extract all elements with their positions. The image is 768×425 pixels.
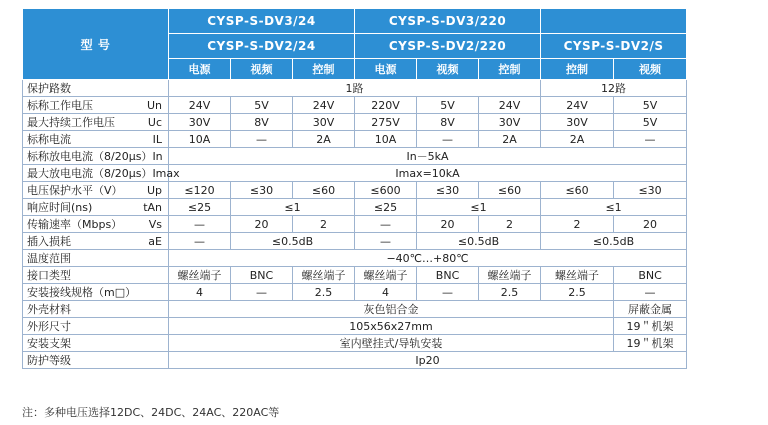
cell: −40℃…+80℃: [169, 250, 687, 267]
table-row: [23, 131, 687, 148]
model-dv2-s: CYSP-S-DV2/S: [541, 34, 687, 59]
cell: 室内壁挂式/导轨安装: [169, 335, 614, 352]
col-header: 视频: [417, 59, 479, 80]
cell: 2: [541, 216, 614, 233]
cell: 20: [614, 216, 687, 233]
cell: 2.5: [479, 284, 541, 301]
cell: 屏蔽金属: [614, 301, 687, 318]
cell: 10A: [355, 131, 417, 148]
model-dv3-220: CYSP-S-DV3/220: [355, 9, 541, 34]
table-row: [23, 80, 687, 97]
cell: ≤60: [293, 182, 355, 199]
row-label: 外形尺寸: [23, 318, 169, 335]
cell: ≤0.5dB: [541, 233, 687, 250]
cell: 4: [355, 284, 417, 301]
cell: 灰色铝合金: [169, 301, 614, 318]
cell: 5V: [614, 97, 687, 114]
row-label: 最大持续工作电压 Uc: [23, 114, 169, 131]
col-header: 控制: [541, 59, 614, 80]
cell: —: [614, 131, 687, 148]
row-label: 标称工作电压 Un: [23, 97, 169, 114]
row-label: 最大放电电流（8/20μs） Imax: [23, 165, 169, 182]
cell: 30V: [541, 114, 614, 131]
cell: 24V: [541, 97, 614, 114]
model-dv2-220: CYSP-S-DV2/220: [355, 34, 541, 59]
table-row: [23, 233, 687, 250]
cell: ≤25: [169, 199, 231, 216]
table-row: [23, 318, 687, 335]
row-label: 接口类型: [23, 267, 169, 284]
cell: ≤0.5dB: [231, 233, 355, 250]
cell: BNC: [417, 267, 479, 284]
row-label: 电压保护水平（V） Up: [23, 182, 169, 199]
cell: 19＂机架: [614, 318, 687, 335]
cell: ≤1: [417, 199, 541, 216]
row-label: 防护等级: [23, 352, 169, 369]
table-row: [23, 352, 687, 369]
cell: ≤0.5dB: [417, 233, 541, 250]
cell: ≤30: [231, 182, 293, 199]
row-label: 插入损耗 aE: [23, 233, 169, 250]
table-row: [23, 148, 687, 165]
cell: ≤60: [479, 182, 541, 199]
cell: 24V: [169, 97, 231, 114]
cell: —: [614, 284, 687, 301]
cell: 2.5: [541, 284, 614, 301]
cell: 30V: [293, 114, 355, 131]
table-row: [23, 335, 687, 352]
cell: 螺丝端子: [355, 267, 417, 284]
cell: 8V: [231, 114, 293, 131]
cell: 螺丝端子: [169, 267, 231, 284]
cell: ≤120: [169, 182, 231, 199]
spec-table-wrapper: [22, 8, 686, 369]
col-header: 视频: [614, 59, 687, 80]
cell: 螺丝端子: [293, 267, 355, 284]
table-row: [23, 182, 687, 199]
model-dv3-24: CYSP-S-DV3/24: [169, 9, 355, 34]
cell: 275V: [355, 114, 417, 131]
cell: —: [355, 233, 417, 250]
cell: 19＂机架: [614, 335, 687, 352]
col-header: 电源: [169, 59, 231, 80]
cell: 24V: [293, 97, 355, 114]
model-header: 型 号: [23, 9, 169, 80]
cell: 2: [293, 216, 355, 233]
table-row: [23, 114, 687, 131]
cell: ≤600: [355, 182, 417, 199]
cell: 4: [169, 284, 231, 301]
cell: —: [417, 131, 479, 148]
cell: 20: [417, 216, 479, 233]
row-label: 保护路数: [23, 80, 169, 97]
cell: 2A: [479, 131, 541, 148]
cell: ≤30: [614, 182, 687, 199]
row-label: 传输速率（Mbps） Vs: [23, 216, 169, 233]
cell: 220V: [355, 97, 417, 114]
row-label: 标称电流 IL: [23, 131, 169, 148]
col-header: 视频: [231, 59, 293, 80]
table-row: [23, 165, 687, 182]
cell: 30V: [479, 114, 541, 131]
cell: —: [231, 131, 293, 148]
table-row: [23, 284, 687, 301]
cell: 2.5: [293, 284, 355, 301]
table-row: [23, 267, 687, 284]
model-empty: [541, 9, 687, 34]
col-header: 控制: [479, 59, 541, 80]
cell: 螺丝端子: [479, 267, 541, 284]
spec-table: [22, 8, 687, 369]
cell: —: [169, 216, 231, 233]
cell: In－5kA: [169, 148, 687, 165]
cell: ≤25: [355, 199, 417, 216]
cell: 24V: [479, 97, 541, 114]
cell: 2A: [541, 131, 614, 148]
cell: 螺丝端子: [541, 267, 614, 284]
cell: —: [417, 284, 479, 301]
cell: 2: [479, 216, 541, 233]
cell: 10A: [169, 131, 231, 148]
row-label: 标称放电电流（8/20μs） In: [23, 148, 169, 165]
cell: 1路: [169, 80, 541, 97]
table-row: [23, 216, 687, 233]
row-label: 温度范围: [23, 250, 169, 267]
model-dv2-24: CYSP-S-DV2/24: [169, 34, 355, 59]
cell: —: [355, 216, 417, 233]
footnote: 注：多种电压选择12DC、24DC、24AC、220AC等: [22, 406, 280, 419]
cell: BNC: [614, 267, 687, 284]
cell: ≤60: [541, 182, 614, 199]
cell: 2A: [293, 131, 355, 148]
cell: 30V: [169, 114, 231, 131]
col-header: 电源: [355, 59, 417, 80]
cell: 5V: [417, 97, 479, 114]
table-row: [23, 97, 687, 114]
cell: —: [231, 284, 293, 301]
cell: ≤30: [417, 182, 479, 199]
row-label: 安装接线规格（m□）: [23, 284, 169, 301]
cell: —: [169, 233, 231, 250]
cell: Imax=10kA: [169, 165, 687, 182]
cell: BNC: [231, 267, 293, 284]
cell: ≤1: [541, 199, 687, 216]
row-label: 外壳材料: [23, 301, 169, 318]
cell: 105x56x27mm: [169, 318, 614, 335]
table-row: [23, 301, 687, 318]
cell: 12路: [541, 80, 687, 97]
cell: ≤1: [231, 199, 355, 216]
table-row: [23, 250, 687, 267]
col-header: 控制: [293, 59, 355, 80]
cell: Ip20: [169, 352, 687, 369]
row-label: 响应时间(ns) tAn: [23, 199, 169, 216]
row-label: 安装支架: [23, 335, 169, 352]
cell: 20: [231, 216, 293, 233]
cell: 5V: [614, 114, 687, 131]
cell: 5V: [231, 97, 293, 114]
cell: 8V: [417, 114, 479, 131]
table-row: [23, 199, 687, 216]
